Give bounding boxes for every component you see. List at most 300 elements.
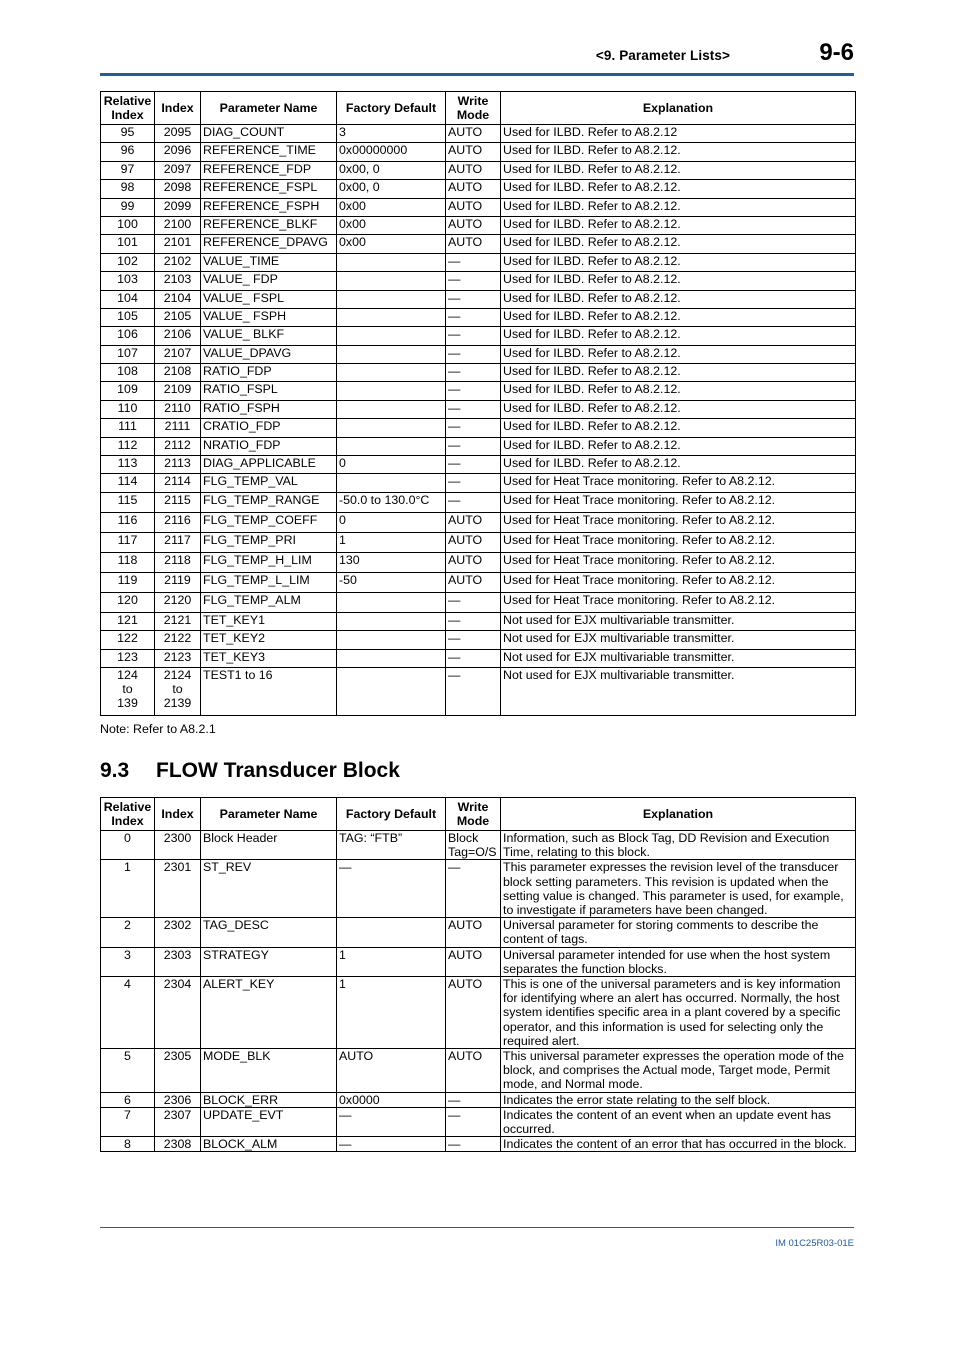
col-factory-default: Factory Default <box>337 798 446 831</box>
col-parameter-name: Parameter Name <box>201 798 337 831</box>
cell-write-mode: — <box>446 327 501 345</box>
cell-explanation: Used for ILBD. Refer to A8.2.12. <box>501 198 856 216</box>
cell-explanation: Used for Heat Trace monitoring. Refer to A8.2.12. <box>501 572 856 592</box>
cell-write-mode-line: Block <box>448 831 479 845</box>
table-row <box>101 198 856 216</box>
cell-explanation: Used for ILBD. Refer to A8.2.12. <box>501 143 856 161</box>
cell-write-mode: — <box>446 290 501 308</box>
cell-relative-index-line: 124 <box>117 667 138 682</box>
cell-relative-index: 117 <box>101 532 155 552</box>
table-row <box>101 612 856 630</box>
cell-write-mode: — <box>446 667 501 715</box>
cell-index: 2118 <box>155 552 201 572</box>
cell-index: 2117 <box>155 532 201 552</box>
col-factory-default: Factory Default <box>337 92 446 125</box>
document-id: IM 01C25R03-01E <box>775 1238 854 1249</box>
cell-factory-default: — <box>337 860 446 918</box>
cell-explanation: Used for ILBD. Refer to A8.2.12. <box>501 253 856 271</box>
cell-parameter-name: REFERENCE_FSPL <box>201 180 337 198</box>
table-row <box>101 235 856 253</box>
cell-write-mode: AUTO <box>446 235 501 253</box>
cell-parameter-name: BLOCK_ALM <box>201 1137 337 1152</box>
cell-relative-index: 118 <box>101 552 155 572</box>
cell-index: 2105 <box>155 308 201 326</box>
cell-index: 2108 <box>155 364 201 382</box>
col-explanation: Explanation <box>501 92 856 125</box>
cell-relative-index: 3 <box>101 947 155 976</box>
cell-write-mode <box>446 831 501 860</box>
cell-factory-default <box>337 290 446 308</box>
cell-parameter-name: REFERENCE_DPAVG <box>201 235 337 253</box>
cell-explanation: Used for Heat Trace monitoring. Refer to A8.2.12. <box>501 552 856 572</box>
cell-explanation-line: Universal parameter for storing comments to describe the <box>503 918 819 933</box>
cell-relative-index: 102 <box>101 253 155 271</box>
cell-relative-index: 104 <box>101 290 155 308</box>
parameter-table-continued <box>100 91 856 716</box>
cell-index: 2102 <box>155 253 201 271</box>
cell-factory-default: 1 <box>337 532 446 552</box>
cell-parameter-name: FLG_TEMP_ALM <box>201 592 337 612</box>
cell-explanation: Used for ILBD. Refer to A8.2.12. <box>501 327 856 345</box>
cell-relative-index: 97 <box>101 161 155 179</box>
col-explanation: Explanation <box>501 798 856 831</box>
cell-parameter-name: FLG_TEMP_H_LIM <box>201 552 337 572</box>
cell-parameter-name: FLG_TEMP_COEFF <box>201 512 337 532</box>
cell-index: 2110 <box>155 400 201 418</box>
table-row <box>101 512 856 532</box>
cell-factory-default: — <box>337 1137 446 1152</box>
cell-index: 2113 <box>155 456 201 474</box>
cell-parameter-name: VALUE_TIME <box>201 253 337 271</box>
col-write-mode: Write Mode <box>446 798 501 831</box>
table-row <box>101 290 856 308</box>
cell-index: 2095 <box>155 125 201 143</box>
cell-relative-index: 0 <box>101 831 155 860</box>
cell-index: 2120 <box>155 592 201 612</box>
cell-write-mode: — <box>446 437 501 455</box>
cell-write-mode: — <box>446 400 501 418</box>
cell-explanation: Used for ILBD. Refer to A8.2.12. <box>501 308 856 326</box>
cell-index: 2123 <box>155 649 201 667</box>
cell-explanation <box>501 918 856 947</box>
cell-index: 2100 <box>155 216 201 234</box>
cell-factory-default: 0x00 <box>337 198 446 216</box>
table-row <box>101 437 856 455</box>
cell-index: 2302 <box>155 918 201 947</box>
cell-write-mode: — <box>446 492 501 512</box>
cell-factory-default <box>337 400 446 418</box>
cell-relative-index: 100 <box>101 216 155 234</box>
cell-relative-index: 115 <box>101 492 155 512</box>
cell-write-mode: — <box>446 272 501 290</box>
cell-parameter-name: NRATIO_FDP <box>201 437 337 455</box>
cell-index-line: 2124 <box>163 667 192 682</box>
table-row <box>101 327 856 345</box>
table-row <box>101 552 856 572</box>
cell-write-mode: — <box>446 612 501 630</box>
cell-write-mode: AUTO <box>446 180 501 198</box>
cell-factory-default <box>337 272 446 290</box>
cell-explanation: Used for ILBD. Refer to A8.2.12. <box>501 400 856 418</box>
col-write-mode: Write Mode <box>446 92 501 125</box>
col-index: Index <box>155 92 201 125</box>
cell-explanation <box>501 1049 856 1093</box>
cell-parameter-name: REFERENCE_BLKF <box>201 216 337 234</box>
cell-explanation <box>501 1107 856 1136</box>
cell-explanation-line: This parameter expresses the revision level of the transducer <box>503 860 839 875</box>
cell-index-line: to <box>172 682 183 697</box>
cell-explanation: Used for Heat Trace monitoring. Refer to A8.2.12. <box>501 474 856 492</box>
cell-explanation: Used for ILBD. Refer to A8.2.12. <box>501 456 856 474</box>
table-row <box>101 918 856 947</box>
table-row <box>101 216 856 234</box>
cell-relative-index: 113 <box>101 456 155 474</box>
cell-factory-default <box>337 918 446 947</box>
cell-factory-default: 0x00, 0 <box>337 161 446 179</box>
cell-write-mode: — <box>446 592 501 612</box>
cell-write-mode: — <box>446 345 501 363</box>
cell-factory-default <box>337 612 446 630</box>
cell-explanation-line: Time, relating to this block. <box>503 845 650 860</box>
cell-parameter-name: TET_KEY1 <box>201 612 337 630</box>
cell-relative-index: 106 <box>101 327 155 345</box>
cell-write-mode: — <box>446 308 501 326</box>
table-row <box>101 649 856 667</box>
table-row <box>101 860 856 918</box>
cell-write-mode: AUTO <box>446 161 501 179</box>
cell-index: 2099 <box>155 198 201 216</box>
cell-explanation-line: separates the function blocks. <box>503 961 667 976</box>
cell-write-mode: — <box>446 631 501 649</box>
col-relative-index: Relative Index <box>101 92 155 125</box>
cell-write-mode: AUTO <box>446 198 501 216</box>
cell-parameter-name: UPDATE_EVT <box>201 1107 337 1136</box>
cell-parameter-name: REFERENCE_FDP <box>201 161 337 179</box>
cell-relative-index: 6 <box>101 1092 155 1107</box>
table-row <box>101 272 856 290</box>
cell-relative-index: 114 <box>101 474 155 492</box>
cell-explanation-line: occurred. <box>503 1122 555 1137</box>
cell-write-mode: — <box>446 382 501 400</box>
table-row <box>101 532 856 552</box>
header-divider <box>100 73 854 76</box>
cell-factory-default: 0x00 <box>337 216 446 234</box>
cell-parameter-name: VALUE_ FDP <box>201 272 337 290</box>
cell-relative-index: 96 <box>101 143 155 161</box>
cell-parameter-name: STRATEGY <box>201 947 337 976</box>
cell-explanation-line: to investigate if parameters have been changed. <box>503 903 768 918</box>
cell-index: 2304 <box>155 977 201 1049</box>
cell-relative-index: 95 <box>101 125 155 143</box>
cell-factory-default: 0x00, 0 <box>337 180 446 198</box>
table-row <box>101 364 856 382</box>
cell-index: 2111 <box>155 419 201 437</box>
cell-factory-default <box>337 437 446 455</box>
cell-write-mode: — <box>446 860 501 918</box>
cell-index: 2106 <box>155 327 201 345</box>
cell-write-mode: AUTO <box>446 125 501 143</box>
cell-factory-default <box>337 631 446 649</box>
cell-explanation: Not used for EJX multivariable transmitter. <box>501 649 856 667</box>
cell-index: 2098 <box>155 180 201 198</box>
cell-explanation: Used for ILBD. Refer to A8.2.12. <box>501 235 856 253</box>
cell-explanation <box>501 1092 856 1107</box>
cell-factory-default: -50 <box>337 572 446 592</box>
cell-parameter-name: RATIO_FSPL <box>201 382 337 400</box>
cell-index: 2115 <box>155 492 201 512</box>
table-row <box>101 161 856 179</box>
cell-explanation: Not used for EJX multivariable transmitter. <box>501 612 856 630</box>
cell-parameter-name: DIAG_COUNT <box>201 125 337 143</box>
cell-relative-index: 123 <box>101 649 155 667</box>
cell-explanation-line: Indicates the error state relating to the self block. <box>503 1092 771 1107</box>
cell-parameter-name: FLG_TEMP_L_LIM <box>201 572 337 592</box>
cell-index: 2096 <box>155 143 201 161</box>
cell-relative-index: 4 <box>101 977 155 1049</box>
cell-explanation: Not used for EJX multivariable transmitter. <box>501 631 856 649</box>
header-section-title: <9. Parameter Lists> <box>595 48 730 63</box>
cell-parameter-name: ST_REV <box>201 860 337 918</box>
cell-index <box>155 667 201 715</box>
cell-explanation-line: content of tags. <box>503 932 588 947</box>
col-parameter-name: Parameter Name <box>201 92 337 125</box>
cell-parameter-name: TET_KEY3 <box>201 649 337 667</box>
cell-factory-default: 130 <box>337 552 446 572</box>
table-row <box>101 667 856 715</box>
cell-factory-default: AUTO <box>337 1049 446 1093</box>
cell-write-mode: — <box>446 456 501 474</box>
cell-explanation-line: block, and comprises the Actual mode, Target mode, Permit <box>503 1063 830 1078</box>
cell-relative-index: 110 <box>101 400 155 418</box>
cell-write-mode: AUTO <box>446 918 501 947</box>
cell-explanation: Used for ILBD. Refer to A8.2.12. <box>501 272 856 290</box>
cell-parameter-name: FLG_TEMP_VAL <box>201 474 337 492</box>
cell-write-mode: — <box>446 253 501 271</box>
cell-explanation: Used for ILBD. Refer to A8.2.12. <box>501 364 856 382</box>
cell-explanation: Used for ILBD. Refer to A8.2.12 <box>501 125 856 143</box>
cell-write-mode: — <box>446 1092 501 1107</box>
cell-relative-index: 99 <box>101 198 155 216</box>
col-relative-index: Relative Index <box>101 798 155 831</box>
cell-factory-default: TAG: “FTB” <box>337 831 446 860</box>
table-row <box>101 947 856 976</box>
cell-explanation-line: block setting parameters. This revision is updated when the <box>503 874 829 889</box>
footer-divider <box>100 1227 854 1228</box>
table-row <box>101 592 856 612</box>
cell-factory-default <box>337 382 446 400</box>
cell-relative-index <box>101 667 155 715</box>
cell-explanation: Used for ILBD. Refer to A8.2.12. <box>501 290 856 308</box>
cell-write-mode: — <box>446 1107 501 1136</box>
cell-parameter-name: RATIO_FDP <box>201 364 337 382</box>
table-row <box>101 400 856 418</box>
cell-explanation <box>501 977 856 1049</box>
cell-explanation <box>501 1137 856 1152</box>
section-heading <box>100 759 400 783</box>
cell-index: 2122 <box>155 631 201 649</box>
cell-parameter-name: BLOCK_ERR <box>201 1092 337 1107</box>
cell-factory-default: 0 <box>337 456 446 474</box>
table-row <box>101 631 856 649</box>
cell-index: 2109 <box>155 382 201 400</box>
table-row <box>101 1092 856 1107</box>
cell-index: 2119 <box>155 572 201 592</box>
cell-explanation-line: setting value is changed. This parameter is used, for example, <box>503 888 844 903</box>
cell-parameter-name: VALUE_ FSPH <box>201 308 337 326</box>
cell-explanation-line: required alert. <box>503 1033 580 1048</box>
cell-relative-index: 120 <box>101 592 155 612</box>
cell-explanation: Used for ILBD. Refer to A8.2.12. <box>501 419 856 437</box>
cell-factory-default <box>337 474 446 492</box>
cell-factory-default <box>337 253 446 271</box>
table-row <box>101 125 856 143</box>
cell-index: 2308 <box>155 1137 201 1152</box>
cell-write-mode: AUTO <box>446 572 501 592</box>
table-row <box>101 419 856 437</box>
cell-write-mode: — <box>446 364 501 382</box>
cell-parameter-name: REFERENCE_FSPH <box>201 198 337 216</box>
col-index: Index <box>155 798 201 831</box>
cell-relative-index: 122 <box>101 631 155 649</box>
table-row <box>101 253 856 271</box>
cell-explanation <box>501 860 856 918</box>
cell-factory-default: — <box>337 1107 446 1136</box>
table-row <box>101 474 856 492</box>
cell-write-mode: AUTO <box>446 552 501 572</box>
cell-explanation: Used for ILBD. Refer to A8.2.12. <box>501 382 856 400</box>
cell-index: 2112 <box>155 437 201 455</box>
cell-relative-index: 107 <box>101 345 155 363</box>
flow-transducer-block-table <box>100 797 856 1152</box>
cell-index: 2101 <box>155 235 201 253</box>
table-row <box>101 1107 856 1136</box>
cell-relative-index: 109 <box>101 382 155 400</box>
cell-factory-default: -50.0 to 130.0°C <box>337 492 446 512</box>
cell-explanation <box>501 831 856 860</box>
cell-relative-index: 1 <box>101 860 155 918</box>
cell-relative-index: 108 <box>101 364 155 382</box>
cell-parameter-name: REFERENCE_TIME <box>201 143 337 161</box>
cell-explanation: Used for ILBD. Refer to A8.2.12. <box>501 437 856 455</box>
cell-parameter-name: DIAG_APPLICABLE <box>201 456 337 474</box>
cell-explanation: Used for Heat Trace monitoring. Refer to A8.2.12. <box>501 512 856 532</box>
cell-parameter-name: FLG_TEMP_RANGE <box>201 492 337 512</box>
table-header-row <box>101 798 856 831</box>
cell-explanation: Used for ILBD. Refer to A8.2.12. <box>501 161 856 179</box>
cell-index: 2114 <box>155 474 201 492</box>
table-row <box>101 180 856 198</box>
cell-explanation: Not used for EJX multivariable transmitter. <box>501 667 856 715</box>
cell-index-line: 2139 <box>163 696 192 711</box>
cell-parameter-name: RATIO_FSPH <box>201 400 337 418</box>
table-row <box>101 1049 856 1093</box>
cell-relative-index: 5 <box>101 1049 155 1093</box>
cell-relative-index: 119 <box>101 572 155 592</box>
cell-factory-default: 1 <box>337 947 446 976</box>
table-row <box>101 382 856 400</box>
cell-write-mode: AUTO <box>446 532 501 552</box>
cell-explanation-line: Indicates the content of an error that has occurred in the block. <box>503 1137 847 1152</box>
cell-parameter-name: ALERT_KEY <box>201 977 337 1049</box>
cell-factory-default: 0 <box>337 512 446 532</box>
cell-relative-index-line: 139 <box>117 696 138 711</box>
cell-factory-default <box>337 345 446 363</box>
cell-factory-default <box>337 327 446 345</box>
cell-write-mode: AUTO <box>446 947 501 976</box>
cell-relative-index: 2 <box>101 918 155 947</box>
cell-explanation: Used for ILBD. Refer to A8.2.12. <box>501 345 856 363</box>
cell-write-mode: AUTO <box>446 216 501 234</box>
cell-write-mode: — <box>446 474 501 492</box>
cell-factory-default: 0x0000 <box>337 1092 446 1107</box>
cell-write-mode-line: Tag=O/S <box>448 845 497 860</box>
cell-parameter-name: CRATIO_FDP <box>201 419 337 437</box>
cell-index: 2303 <box>155 947 201 976</box>
cell-factory-default <box>337 419 446 437</box>
cell-index: 2300 <box>155 831 201 860</box>
table-note: Note: Refer to A8.2.1 <box>100 722 216 736</box>
cell-index: 2107 <box>155 345 201 363</box>
cell-parameter-name: Block Header <box>201 831 337 860</box>
cell-index: 2103 <box>155 272 201 290</box>
cell-relative-index: 111 <box>101 419 155 437</box>
cell-relative-index-line: to <box>122 682 133 697</box>
table-row <box>101 977 856 1049</box>
cell-factory-default: 0x00000000 <box>337 143 446 161</box>
cell-factory-default: 1 <box>337 977 446 1049</box>
cell-parameter-name: FLG_TEMP_PRI <box>201 532 337 552</box>
cell-write-mode: — <box>446 419 501 437</box>
table-row <box>101 1137 856 1152</box>
cell-explanation-line: mode, and Normal mode. <box>503 1077 643 1092</box>
cell-index: 2116 <box>155 512 201 532</box>
page-number: 9-6 <box>819 39 854 66</box>
cell-write-mode: AUTO <box>446 977 501 1049</box>
table-row <box>101 308 856 326</box>
cell-relative-index: 101 <box>101 235 155 253</box>
cell-explanation-line: This is one of the universal parameters and is key information <box>503 977 841 992</box>
cell-relative-index: 98 <box>101 180 155 198</box>
cell-explanation-line: Information, such as Block Tag, DD Revision and Execution <box>503 831 830 845</box>
cell-factory-default: 0x00 <box>337 235 446 253</box>
table-row <box>101 345 856 363</box>
cell-relative-index: 116 <box>101 512 155 532</box>
cell-explanation: Used for Heat Trace monitoring. Refer to A8.2.12. <box>501 492 856 512</box>
section-title-text: FLOW Transducer Block <box>156 759 400 782</box>
cell-relative-index: 103 <box>101 272 155 290</box>
cell-parameter-name: VALUE_DPAVG <box>201 345 337 363</box>
cell-explanation-line: for identifying where an alert has occurred. Normally, the host <box>503 991 840 1006</box>
cell-factory-default: 3 <box>337 125 446 143</box>
cell-parameter-name: TAG_DESC <box>201 918 337 947</box>
cell-factory-default <box>337 667 446 715</box>
table-row <box>101 492 856 512</box>
cell-index: 2307 <box>155 1107 201 1136</box>
cell-explanation <box>501 947 856 976</box>
table-row <box>101 831 856 860</box>
cell-index: 2104 <box>155 290 201 308</box>
cell-relative-index: 121 <box>101 612 155 630</box>
table-row <box>101 456 856 474</box>
cell-parameter-name: VALUE_ FSPL <box>201 290 337 308</box>
cell-explanation-line: Indicates the content of an event when an update event has <box>503 1107 831 1122</box>
cell-relative-index: 112 <box>101 437 155 455</box>
cell-factory-default <box>337 308 446 326</box>
cell-index: 2305 <box>155 1049 201 1093</box>
cell-explanation-line: operator, and this information is used for selecting only the <box>503 1019 824 1034</box>
cell-factory-default <box>337 364 446 382</box>
cell-parameter-name: TEST1 to 16 <box>201 667 337 715</box>
